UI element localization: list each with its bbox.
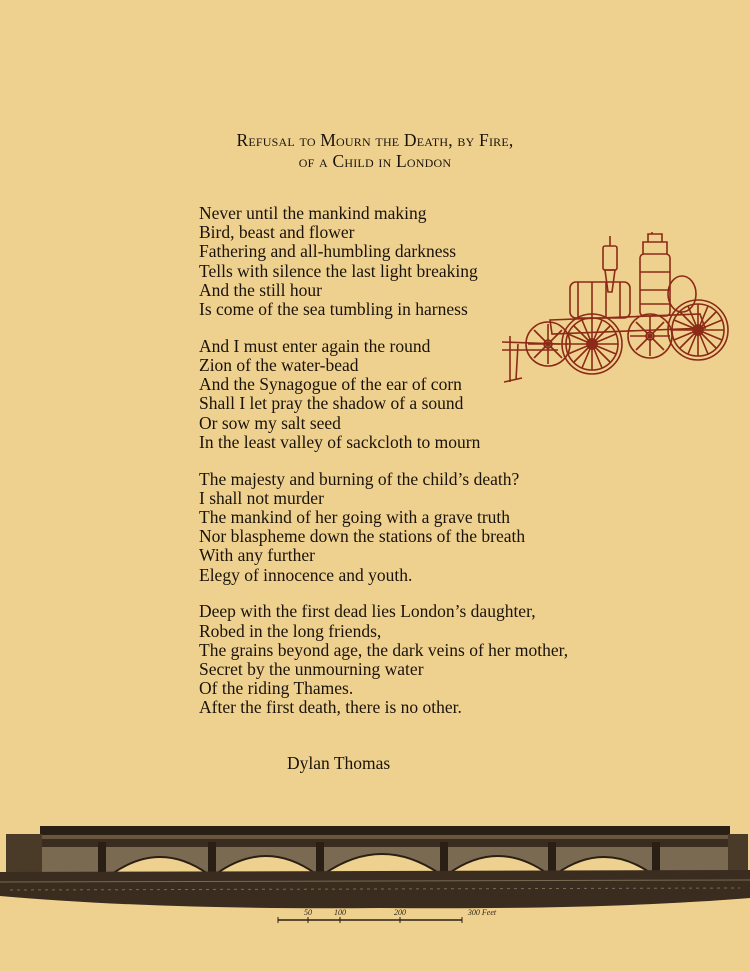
poem-line: Never until the mankind making — [199, 203, 427, 223]
poem-line: In the least valley of sackcloth to mourn — [199, 431, 481, 452]
poem-line: And the Synagogue of the ear of corn — [199, 374, 462, 395]
poem-line: Secret by the unmourning water — [199, 659, 424, 680]
poem-title-line-2: of a Child in London — [298, 151, 452, 171]
poem-line: Tells with silence the last light breaking — [199, 260, 478, 281]
scale-label: 50 — [304, 908, 312, 917]
poem-line: The grains beyond age, the dark veins of her mother, — [199, 639, 569, 660]
poem-line: Shall I let pray the shadow of a sound — [199, 393, 464, 414]
scale-label: 200 — [394, 908, 406, 917]
bridge-ground — [0, 870, 750, 908]
stanza — [199, 602, 568, 717]
poem-line: The mankind of her going with a grave truth — [199, 507, 511, 528]
bridge-structure — [6, 826, 748, 877]
scale-label: 300 Feet — [467, 908, 497, 917]
engine-boiler — [640, 254, 670, 316]
poem-line: Or sow my salt seed — [199, 412, 341, 433]
poem-line: Of the riding Thames. — [199, 678, 354, 699]
poem-line: Nor blaspheme down the stations of the breath — [199, 526, 526, 547]
poem-line: Bird, beast and flower — [199, 222, 355, 243]
engine-front-wheel — [562, 314, 622, 374]
engine-pump — [570, 282, 630, 318]
fire-engine-illustration — [500, 232, 732, 392]
scale-label: 100 — [334, 908, 346, 917]
bridge-illustration — [0, 812, 750, 927]
engine-rear-wheel — [668, 300, 728, 360]
poem-line: The majesty and burning of the child’s death? — [199, 468, 520, 489]
poem-line: Is come of the sea tumbling in harness — [199, 299, 468, 320]
poem-line: Elegy of innocence and youth. — [199, 564, 413, 585]
poem-line: Fathering and all-humbling darkness — [199, 241, 457, 262]
author-name: Dylan Thomas — [287, 753, 391, 773]
stanza — [199, 470, 568, 585]
poem-title-line-1: Refusal to Mourn the Death, by Fire, — [236, 130, 514, 150]
poem-line: And I must enter again the round — [199, 335, 431, 356]
poem-line: Zion of the water-bead — [199, 355, 359, 376]
poem-line: After the first death, there is no other. — [199, 697, 462, 718]
scale-bar — [278, 908, 497, 923]
poem-line: I shall not murder — [199, 487, 324, 508]
poem-line: Robed in the long friends, — [199, 620, 382, 641]
poem-line: With any further — [199, 545, 315, 566]
poem-line: Deep with the first dead lies London’s daughter, — [199, 601, 536, 622]
poem-title — [0, 130, 750, 172]
poem-line: And the still hour — [199, 279, 322, 300]
